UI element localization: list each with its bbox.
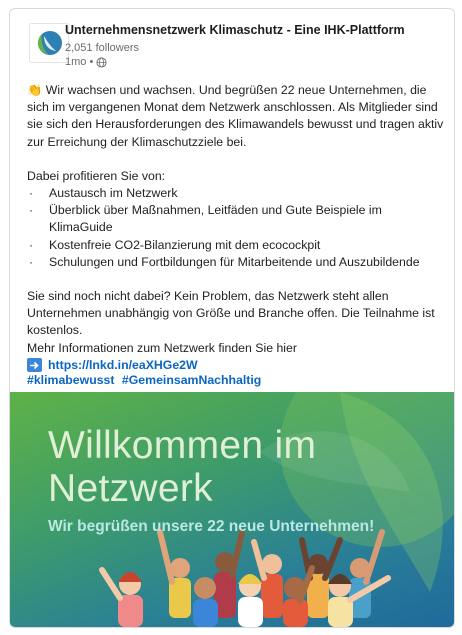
people-illustration [102, 532, 388, 627]
hashtags [27, 373, 265, 387]
more-info-text: Mehr Informationen zum Netzwerk finden Sie hier [27, 340, 297, 355]
arrow-right-icon [27, 358, 42, 372]
banner-title [48, 424, 316, 510]
banner-subtitle: Wir begrüßen unsere 22 neue Unternehmen! [48, 518, 375, 535]
bullet-icon: · [29, 186, 34, 201]
globe-icon [96, 57, 107, 68]
benefit-text: Austausch im Netzwerk [49, 186, 178, 201]
hashtag-klimabewusst[interactable]: #klimabewusst [27, 373, 115, 387]
list-item [27, 185, 447, 202]
post-link[interactable]: https://lnkd.in/eaXHGe2W [48, 357, 198, 372]
hashtag-gemeinsamnachhaltig[interactable]: #GemeinsamNachhaltig [121, 373, 262, 387]
list-item [27, 202, 447, 236]
banner-title-line1: Willkommen im [48, 424, 317, 467]
benefits-intro: Dabei profitieren Sie von: [27, 168, 166, 183]
benefit-text: Schulungen und Fortbildungen für Mitarbeitende und Auszubildende [49, 254, 420, 269]
banner-title-line2: Netzwerk [48, 467, 213, 510]
post-meta [65, 56, 107, 68]
benefit-text: Überblick über Maßnahmen, Leitfäden und Gute Beispiele im KlimaGuide [49, 203, 382, 235]
org-name[interactable]: Unternehmensnetzwerk Klimaschutz - Eine IHK-Plattform [65, 23, 405, 37]
bullet-icon: · [29, 237, 34, 252]
clapping-hands-icon: 👏 [27, 83, 43, 97]
bullet-icon: · [29, 203, 34, 218]
post-card [9, 8, 455, 628]
list-item [27, 254, 447, 271]
benefit-text: Kostenfreie CO2-Bilanzierung mit dem ecocockpit [49, 237, 321, 252]
intro-paragraph [27, 82, 447, 151]
post-image[interactable] [10, 392, 454, 627]
post-header [10, 9, 454, 73]
follower-count: 2,051 followers [65, 42, 139, 54]
list-item [27, 237, 447, 254]
link-row [27, 357, 447, 374]
org-logo[interactable] [29, 23, 69, 63]
bullet-icon: · [29, 254, 34, 269]
closing-text: Sie sind noch nicht dabei? Kein Problem, das Netzwerk steht allen Unternehmen unabhängig von Größe und Branche offen. Die Teilnahme ist kostenlos. [27, 289, 435, 338]
post-time: 1mo • [65, 56, 94, 68]
intro-text: Wir wachsen und wachsen. Und begrüßen 22 neue Unternehmen, die sich im vergangenen Monat dem Netzwerk anschlossen. Als Mitglieder sind sie sich den Herausforderungen des Klimawandels bewusst und tragen aktiv zur Erreichung der Klimaschutzziele bei. [27, 83, 444, 149]
org-logo-icon [30, 24, 68, 62]
post-body [27, 82, 447, 374]
